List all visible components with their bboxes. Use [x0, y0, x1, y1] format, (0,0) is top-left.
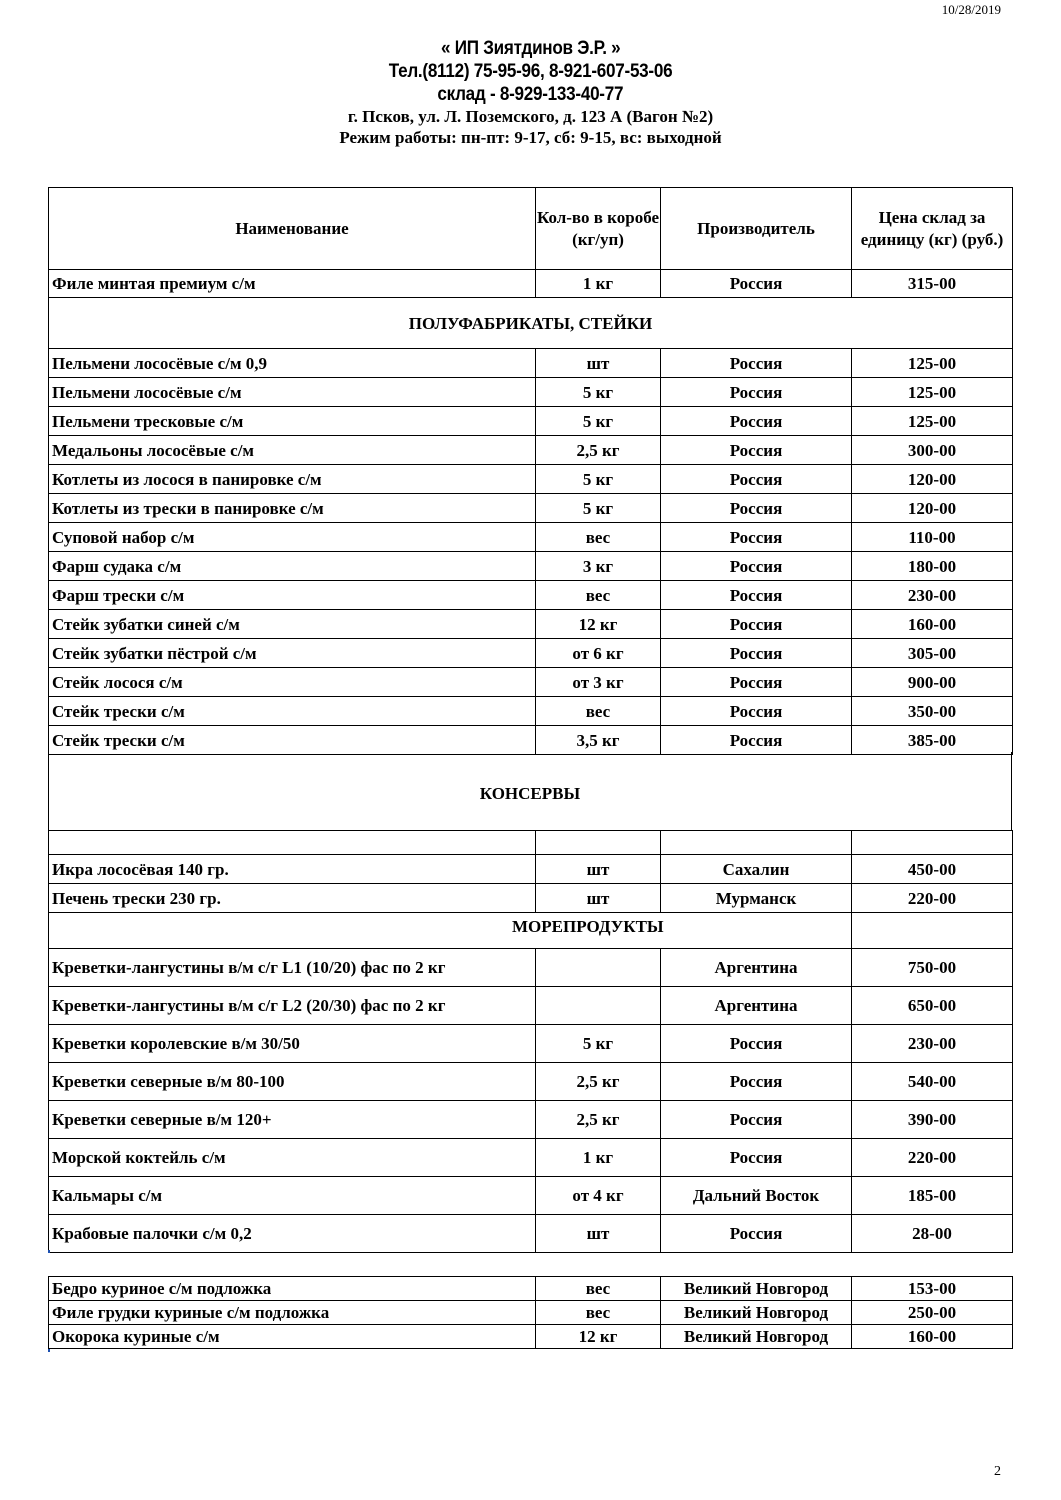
- warehouse-phone: склад - 8-929-133-40-77: [437, 84, 624, 105]
- table-row: [49, 1301, 1013, 1325]
- table-row: [49, 1215, 1013, 1253]
- blue-edge-mark: [48, 1250, 50, 1253]
- item-price: 28-00: [852, 1215, 1013, 1253]
- empty-row: [49, 831, 1013, 855]
- item-price: 390-00: [852, 1101, 1013, 1139]
- item-qty: 1 кг: [536, 1139, 661, 1177]
- item-maker: Великий Новгород: [661, 1301, 852, 1325]
- item-name: Котлеты из лосося в панировке с/м: [49, 465, 536, 494]
- item-maker: Россия: [661, 697, 852, 726]
- item-price: 220-00: [852, 1139, 1013, 1177]
- section-title-semi: ПОЛУФАБРИКАТЫ, СТЕЙКИ: [49, 298, 1013, 349]
- item-maker: Россия: [661, 1139, 852, 1177]
- item-qty: вес: [536, 523, 661, 552]
- item-qty: 5 кг: [536, 378, 661, 407]
- item-price: 230-00: [852, 581, 1013, 610]
- item-name: Креветки северные в/м 120+: [49, 1101, 536, 1139]
- item-qty: 2,5 кг: [536, 1063, 661, 1101]
- item-price: 315-00: [852, 270, 1013, 298]
- item-qty: 3,5 кг: [536, 726, 661, 755]
- item-maker: Россия: [661, 1215, 852, 1253]
- item-price: 153-00: [852, 1277, 1013, 1301]
- item-price: 385-00: [852, 726, 1013, 755]
- item-name: Бедро куриное с/м подложка: [49, 1277, 536, 1301]
- working-hours: Режим работы: пн-пт: 9-17, сб: 9-15, вс: выходной: [339, 128, 722, 147]
- address: г. Псков, ул. Л. Поземского, д. 123 А (Вагон №2): [347, 107, 714, 126]
- item-price: 230-00: [852, 1025, 1013, 1063]
- item-qty: от 4 кг: [536, 1177, 661, 1215]
- item-qty: 5 кг: [536, 407, 661, 436]
- table-row: [49, 465, 1013, 494]
- item-qty: шт: [536, 1215, 661, 1253]
- item-maker: Аргентина: [661, 949, 852, 987]
- item-maker: Россия: [661, 668, 852, 697]
- item-name: Икра лососёвая 140 гр.: [49, 855, 536, 884]
- poultry-rows: [49, 1277, 1013, 1349]
- item-price: 125-00: [852, 349, 1013, 378]
- item-name: Стейк зубатки синей с/м: [49, 610, 536, 639]
- section-row-seafood: [49, 913, 1013, 949]
- item-maker: Россия: [661, 270, 852, 298]
- item-qty: вес: [536, 1301, 661, 1325]
- table-row: [49, 523, 1013, 552]
- phones: Тел.(8112) 75-95-96, 8-921-607-53-06: [388, 61, 673, 82]
- table-row: [49, 407, 1013, 436]
- table-row: [49, 1101, 1013, 1139]
- semi-rows: [49, 349, 1013, 755]
- table-row: [49, 349, 1013, 378]
- item-price: 180-00: [852, 552, 1013, 581]
- table-header-row: [49, 188, 1013, 270]
- table-row: [49, 884, 1013, 913]
- table-row: [49, 1063, 1013, 1101]
- item-price: 125-00: [852, 407, 1013, 436]
- item-name: Филе минтая премиум с/м: [49, 270, 536, 298]
- table-row: [49, 949, 1013, 987]
- item-maker: Россия: [661, 1101, 852, 1139]
- item-name: Фарш судака с/м: [49, 552, 536, 581]
- item-price: 110-00: [852, 523, 1013, 552]
- item-price: 750-00: [852, 949, 1013, 987]
- empty-cell: [661, 913, 852, 949]
- column-header-price: Цена склад за единицу (кг) (руб.): [852, 188, 1013, 270]
- item-qty: вес: [536, 581, 661, 610]
- item-maker: Аргентина: [661, 987, 852, 1025]
- table-row: [49, 639, 1013, 668]
- item-name: Кальмары с/м: [49, 1177, 536, 1215]
- item-qty: вес: [536, 697, 661, 726]
- table-row: [49, 610, 1013, 639]
- section-title-seafood-cell: [49, 913, 664, 949]
- item-maker: Россия: [661, 378, 852, 407]
- item-qty: 12 кг: [536, 610, 661, 639]
- item-price: 450-00: [852, 855, 1013, 884]
- table-row: [49, 436, 1013, 465]
- item-price: 350-00: [852, 697, 1013, 726]
- item-name: Креветки северные в/м 80-100: [49, 1063, 536, 1101]
- table-row: [49, 668, 1013, 697]
- price-table-poultry: [48, 1276, 1013, 1349]
- table-row: [49, 697, 1013, 726]
- item-name: Печень трески 230 гр.: [49, 884, 536, 913]
- item-price: 300-00: [852, 436, 1013, 465]
- item-price: 160-00: [852, 610, 1013, 639]
- item-price: 120-00: [852, 494, 1013, 523]
- item-name: Пельмени лососёвые с/м: [49, 378, 536, 407]
- column-header-maker: Производитель: [661, 188, 852, 270]
- canned-rows: [49, 855, 1013, 913]
- item-qty: [536, 949, 661, 987]
- item-name: Стейк трески с/м: [49, 726, 536, 755]
- item-name: Стейк трески с/м: [49, 697, 536, 726]
- table-row: [49, 270, 1013, 298]
- item-name: Пельмени тресковые с/м: [49, 407, 536, 436]
- column-header-name: Наименование: [49, 188, 536, 270]
- blue-edge-mark: [48, 1349, 50, 1352]
- item-maker: Россия: [661, 407, 852, 436]
- table-row: [49, 552, 1013, 581]
- seafood-rows: [49, 949, 1013, 1253]
- price-table-canned-seafood: [48, 830, 1013, 1253]
- section-row-semi: [49, 298, 1013, 349]
- item-maker: Великий Новгород: [661, 1325, 852, 1349]
- item-qty: 5 кг: [536, 465, 661, 494]
- section-title-seafood: МОРЕПРОДУКТЫ: [512, 917, 664, 936]
- item-name: Креветки-лангустины в/м с/г L2 (20/30) фас по 2 кг: [49, 987, 536, 1025]
- item-price: 160-00: [852, 1325, 1013, 1349]
- item-qty: 2,5 кг: [536, 1101, 661, 1139]
- item-maker: Дальний Восток: [661, 1177, 852, 1215]
- section-title-canned: КОНСЕРВЫ: [479, 784, 581, 803]
- item-name: Крабовые палочки с/м 0,2: [49, 1215, 536, 1253]
- item-qty: 1 кг: [536, 270, 661, 298]
- table-row: [49, 987, 1013, 1025]
- item-maker: Россия: [661, 581, 852, 610]
- table-row: [49, 1325, 1013, 1349]
- empty-cell: [661, 831, 852, 855]
- item-qty: 3 кг: [536, 552, 661, 581]
- item-maker: Россия: [661, 436, 852, 465]
- table-row: [49, 1139, 1013, 1177]
- item-qty: шт: [536, 884, 661, 913]
- item-qty: 12 кг: [536, 1325, 661, 1349]
- table-row: [49, 726, 1013, 755]
- item-name: Креветки королевские в/м 30/50: [49, 1025, 536, 1063]
- item-maker: Россия: [661, 349, 852, 378]
- item-qty: 5 кг: [536, 494, 661, 523]
- item-price: 120-00: [852, 465, 1013, 494]
- item-name: Медальоны лососёвые с/м: [49, 436, 536, 465]
- item-name: Стейк зубатки пёстрой с/м: [49, 639, 536, 668]
- table-row: [49, 1025, 1013, 1063]
- empty-cell: [852, 831, 1013, 855]
- item-maker: Россия: [661, 639, 852, 668]
- empty-cell: [536, 831, 661, 855]
- item-price: 125-00: [852, 378, 1013, 407]
- item-name: Морской коктейль с/м: [49, 1139, 536, 1177]
- company-name: « ИП Зиятдинов Э.Р. »: [440, 38, 621, 59]
- table-row: [49, 581, 1013, 610]
- item-price: 540-00: [852, 1063, 1013, 1101]
- item-price: 220-00: [852, 884, 1013, 913]
- item-name: Окорока куриные с/м: [49, 1325, 536, 1349]
- item-price: 900-00: [852, 668, 1013, 697]
- item-maker: Россия: [661, 1063, 852, 1101]
- item-qty: шт: [536, 349, 661, 378]
- item-name: Котлеты из трески в панировке с/м: [49, 494, 536, 523]
- item-qty: от 3 кг: [536, 668, 661, 697]
- item-name: Креветки-лангустины в/м с/г L1 (10/20) фас по 2 кг: [49, 949, 536, 987]
- item-qty: 2,5 кг: [536, 436, 661, 465]
- item-maker: Россия: [661, 552, 852, 581]
- item-maker: Россия: [661, 726, 852, 755]
- item-qty: 5 кг: [536, 1025, 661, 1063]
- item-qty: вес: [536, 1277, 661, 1301]
- table-row: [49, 1277, 1013, 1301]
- item-price: 650-00: [852, 987, 1013, 1025]
- item-maker: Россия: [661, 465, 852, 494]
- item-name: Стейк лосося с/м: [49, 668, 536, 697]
- company-name-line: [0, 38, 1061, 60]
- item-price: 305-00: [852, 639, 1013, 668]
- item-maker: Сахалин: [661, 855, 852, 884]
- item-price: 185-00: [852, 1177, 1013, 1215]
- phones-line: [0, 61, 1061, 83]
- empty-cell: [49, 831, 536, 855]
- price-table-main: [48, 187, 1013, 755]
- table-row: [49, 1177, 1013, 1215]
- item-qty: шт: [536, 855, 661, 884]
- item-name: Фарш трески с/м: [49, 581, 536, 610]
- item-maker: Россия: [661, 523, 852, 552]
- item-name: Суповой набор с/м: [49, 523, 536, 552]
- table-row: [49, 378, 1013, 407]
- table-row: [49, 855, 1013, 884]
- column-header-qty: Кол-во в коробе (кг/уп): [536, 188, 661, 270]
- item-name: Пельмени лососёвые с/м 0,9: [49, 349, 536, 378]
- item-maker: Россия: [661, 494, 852, 523]
- item-qty: от 6 кг: [536, 639, 661, 668]
- item-maker: Великий Новгород: [661, 1277, 852, 1301]
- item-name: Филе грудки куриные с/м подложка: [49, 1301, 536, 1325]
- item-maker: Мурманск: [661, 884, 852, 913]
- print-date: 10/28/2019: [941, 2, 1001, 17]
- table-row: [49, 494, 1013, 523]
- warehouse-phone-line: [0, 84, 1061, 106]
- item-maker: Россия: [661, 1025, 852, 1063]
- item-price: 250-00: [852, 1301, 1013, 1325]
- item-qty: [536, 987, 661, 1025]
- item-maker: Россия: [661, 610, 852, 639]
- page-number: 2: [994, 1464, 1001, 1479]
- empty-cell: [852, 913, 1013, 949]
